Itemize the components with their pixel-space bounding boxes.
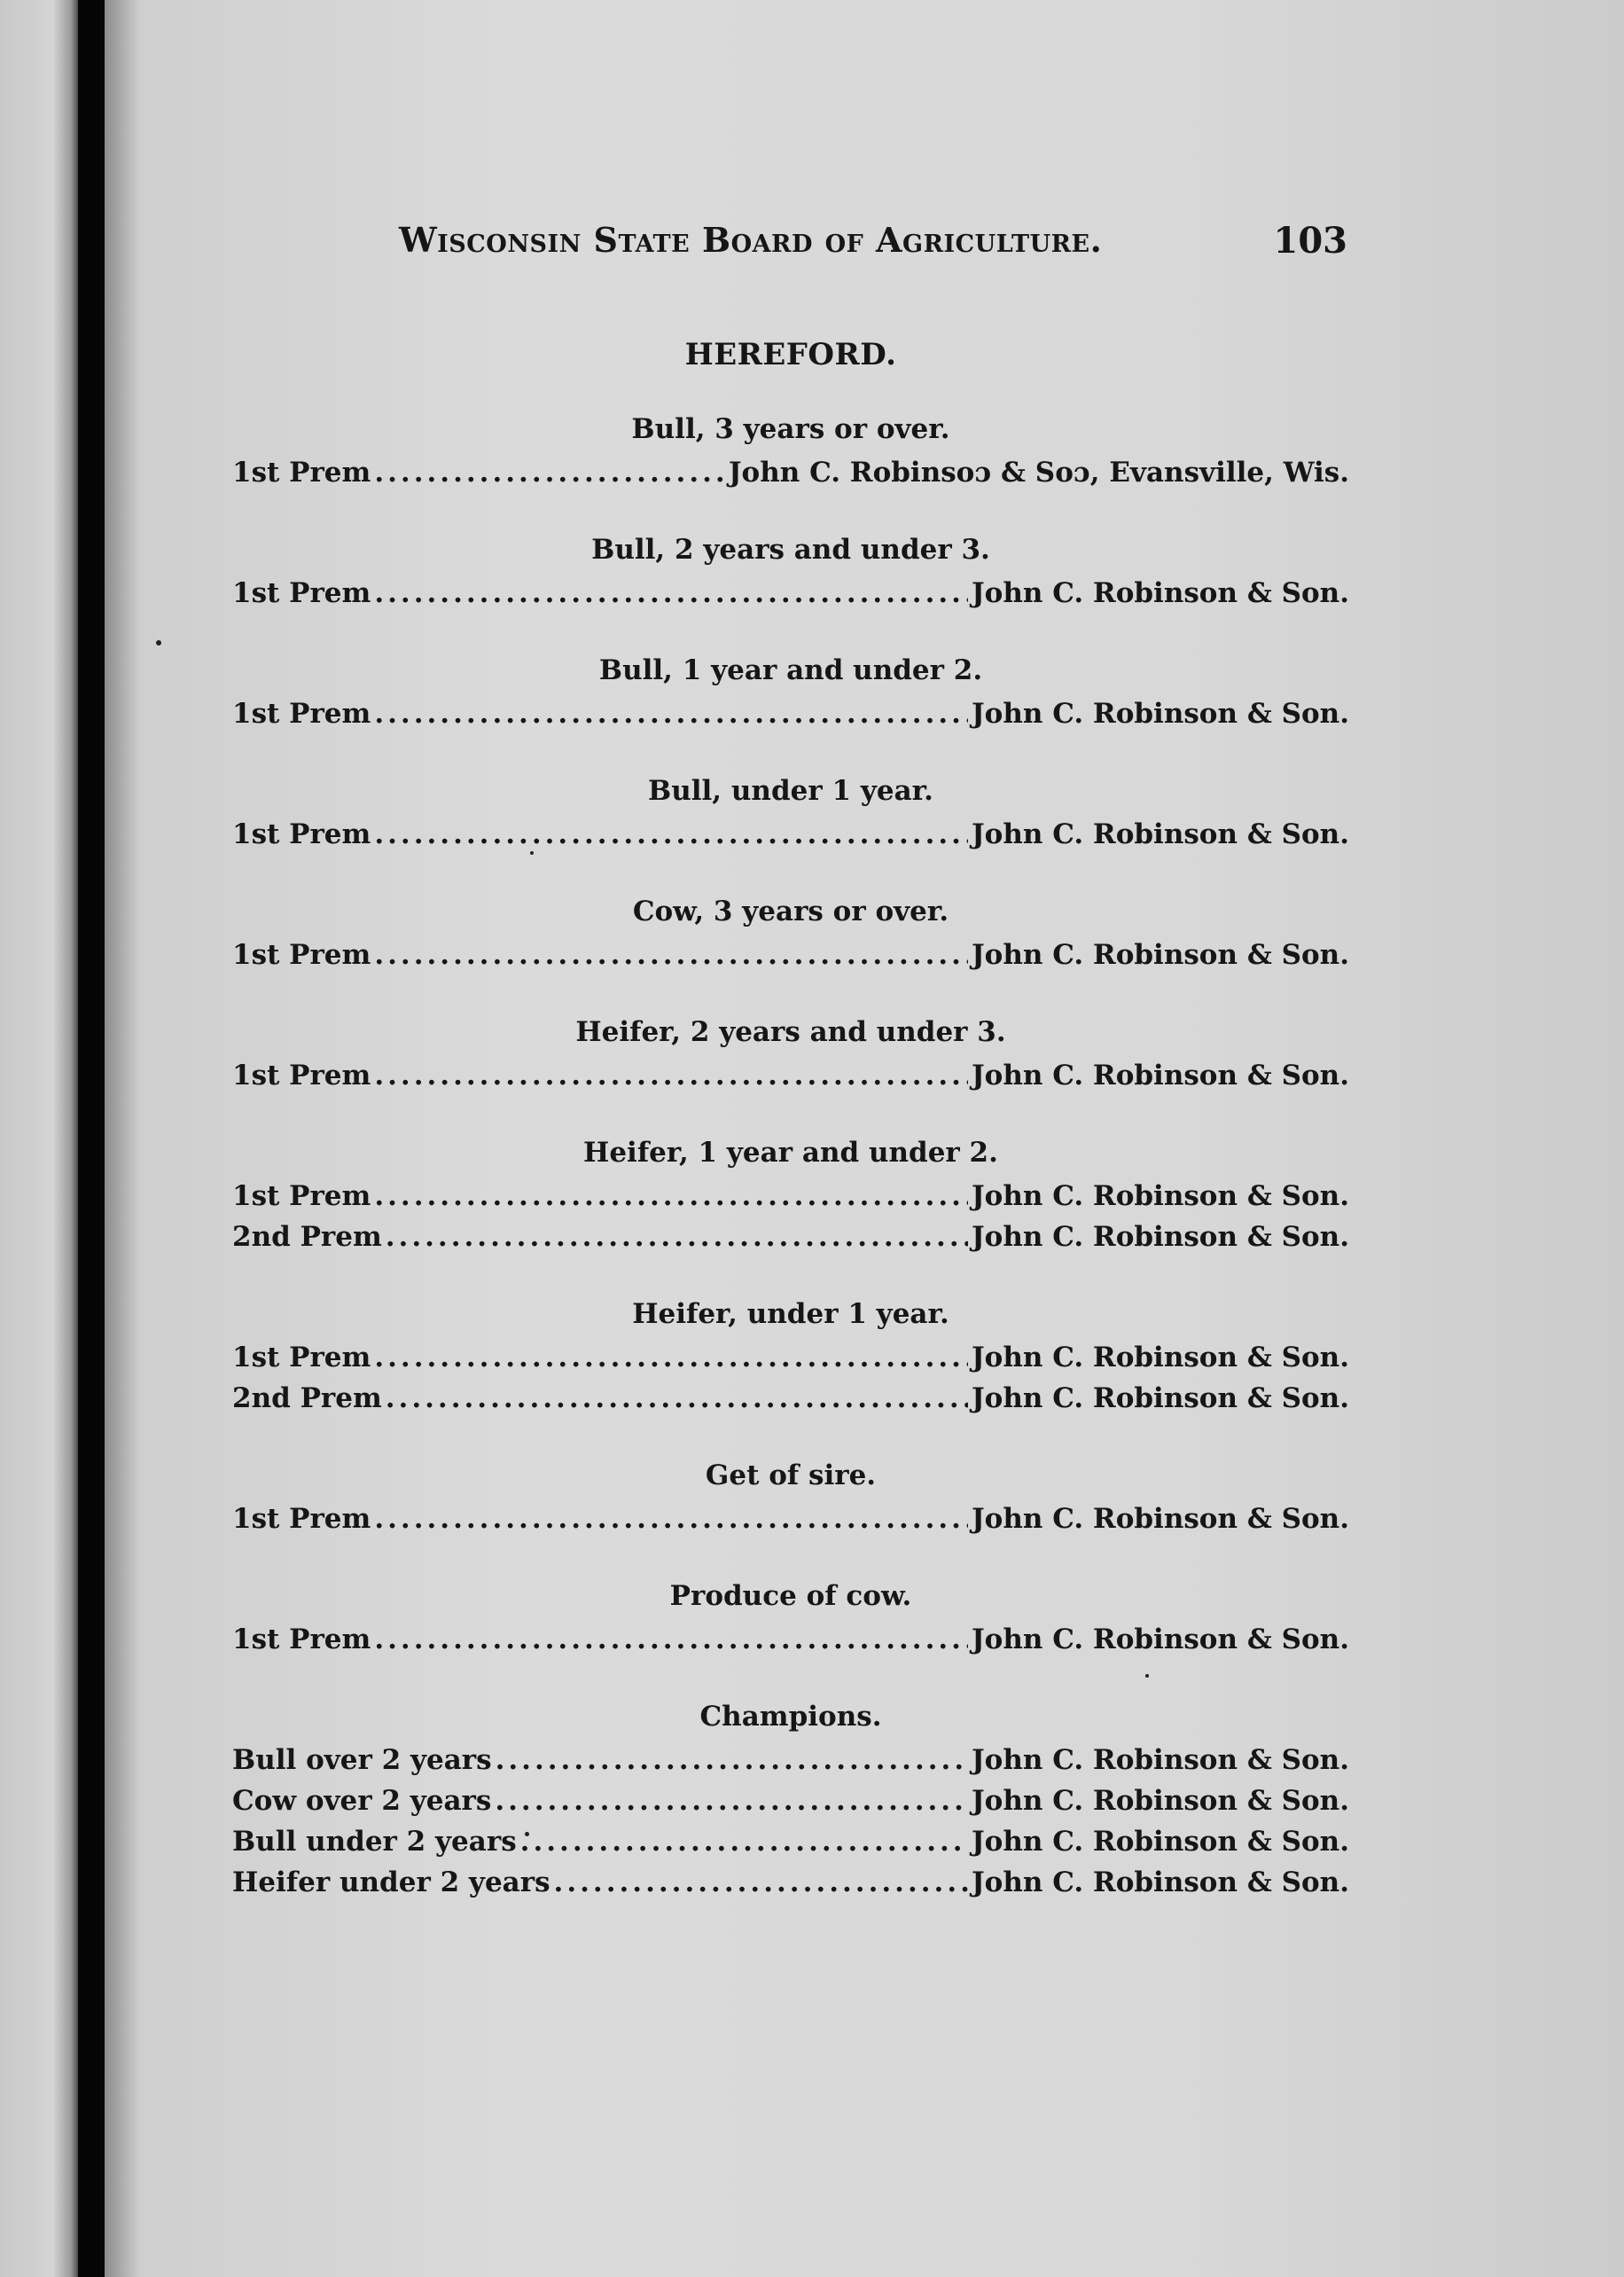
award-place: 2nd Prem (232, 1382, 382, 1414)
award-place: Cow over 2 years (232, 1785, 492, 1817)
award-winner: John C. Robinson & Son. (972, 818, 1349, 850)
category-heifer-under-1-year (232, 1296, 1349, 1419)
award-place: 1st Prem (232, 1180, 371, 1212)
award-winner: John C. Robinson & Son. (972, 577, 1349, 609)
award-place: 1st Prem (232, 939, 371, 971)
award-winner: John C. Robinsoɔ & Soɔ, Evansville, Wis. (728, 457, 1349, 489)
award-place: Bull under 2 years (232, 1826, 517, 1858)
dot-leader (374, 1619, 968, 1660)
dot-leader (386, 1378, 968, 1419)
category-title: Bull, 3 years or over. (631, 413, 950, 445)
dot-leader (374, 693, 968, 734)
award-entry (232, 1378, 1349, 1419)
award-place: 1st Prem (232, 818, 371, 850)
page-number: 103 (1273, 220, 1347, 262)
award-winner: John C. Robinson & Son. (972, 1624, 1349, 1655)
award-winner: John C. Robinson & Son. (972, 1866, 1349, 1898)
category-title: Bull, 2 years and under 3. (591, 534, 990, 566)
dot-leader (496, 1740, 968, 1780)
award-winner: John C. Robinson & Son. (972, 1221, 1349, 1253)
category-title: Heifer, 1 year and under 2. (583, 1137, 998, 1169)
category-title: Bull, under 1 year. (648, 775, 933, 807)
spine-shadow (105, 0, 140, 2277)
award-winner: John C. Robinson & Son. (972, 1382, 1349, 1414)
dot-leader (520, 1821, 968, 1862)
category-title: Heifer, under 1 year. (632, 1298, 949, 1330)
dot-leader (374, 573, 968, 614)
book-spine (78, 0, 105, 2277)
award-winner: John C. Robinson & Son. (972, 1744, 1349, 1776)
award-place: 1st Prem (232, 457, 371, 489)
award-entry (232, 693, 1349, 734)
dot-leader (374, 452, 725, 493)
award-entry (232, 1740, 1349, 1780)
award-place: Bull over 2 years (232, 1744, 492, 1776)
category-bull-1-year (232, 653, 1349, 734)
award-place: 1st Prem (232, 1342, 371, 1373)
award-winner: John C. Robinson & Son. (972, 1180, 1349, 1212)
award-place: 1st Prem (232, 1060, 371, 1092)
category-title: Cow, 3 years or over. (632, 896, 949, 927)
award-entry (232, 1055, 1349, 1096)
award-winner: John C. Robinson & Son. (972, 939, 1349, 971)
category-title: Champions. (699, 1701, 882, 1733)
dot-leader (495, 1780, 968, 1821)
dot-leader (374, 814, 968, 855)
category-produce-of-cow (232, 1578, 1349, 1660)
award-place: 1st Prem (232, 698, 371, 730)
section-title: HEREFORD. (684, 337, 897, 372)
award-entry (232, 1821, 1349, 1862)
running-title: Wisconsin State Board of Agriculture. (399, 220, 1103, 260)
award-place: 1st Prem (232, 577, 371, 609)
dot-leader (374, 935, 968, 975)
award-entry (232, 935, 1349, 975)
dot-leader (374, 1337, 968, 1378)
dot-leader (374, 1176, 968, 1217)
category-heifer-2-years (232, 1014, 1349, 1096)
category-title: Get of sire. (705, 1459, 877, 1491)
category-bull-3-years (232, 411, 1349, 493)
dot-leader (374, 1498, 968, 1539)
award-entry (232, 573, 1349, 614)
page-header (399, 220, 1347, 273)
award-winner: John C. Robinson & Son. (972, 1785, 1349, 1817)
award-winner: John C. Robinson & Son. (972, 1826, 1349, 1858)
award-entry (232, 1619, 1349, 1660)
dot-leader (374, 1055, 968, 1096)
category-get-of-sire (232, 1458, 1349, 1539)
category-champions (232, 1699, 1349, 1903)
category-title: Produce of cow. (669, 1580, 912, 1612)
award-winner: John C. Robinson & Son. (972, 1060, 1349, 1092)
dot-leader (554, 1862, 968, 1903)
award-entry (232, 1498, 1349, 1539)
award-entry (232, 452, 1349, 493)
facing-page-edge (0, 0, 80, 2277)
category-bull-2-years (232, 532, 1349, 614)
premium-list (232, 337, 1349, 1942)
print-speck (156, 640, 161, 646)
award-winner: John C. Robinson & Son. (972, 698, 1349, 730)
dot-leader (386, 1217, 968, 1257)
category-cow-3-years (232, 894, 1349, 975)
category-bull-under-1-year (232, 773, 1349, 855)
award-place: Heifer under 2 years (232, 1866, 550, 1898)
award-winner: John C. Robinson & Son. (972, 1342, 1349, 1373)
award-entry (232, 1176, 1349, 1217)
category-heifer-1-year (232, 1135, 1349, 1257)
category-title: Heifer, 2 years and under 3. (575, 1016, 1006, 1048)
award-entry (232, 1337, 1349, 1378)
award-place: 1st Prem (232, 1503, 371, 1535)
award-entry (232, 1217, 1349, 1257)
award-entry (232, 1862, 1349, 1903)
category-title: Bull, 1 year and under 2. (598, 654, 983, 686)
award-entry (232, 814, 1349, 855)
award-place: 1st Prem (232, 1624, 371, 1655)
award-entry (232, 1780, 1349, 1821)
award-winner: John C. Robinson & Son. (972, 1503, 1349, 1535)
award-place: 2nd Prem (232, 1221, 382, 1253)
